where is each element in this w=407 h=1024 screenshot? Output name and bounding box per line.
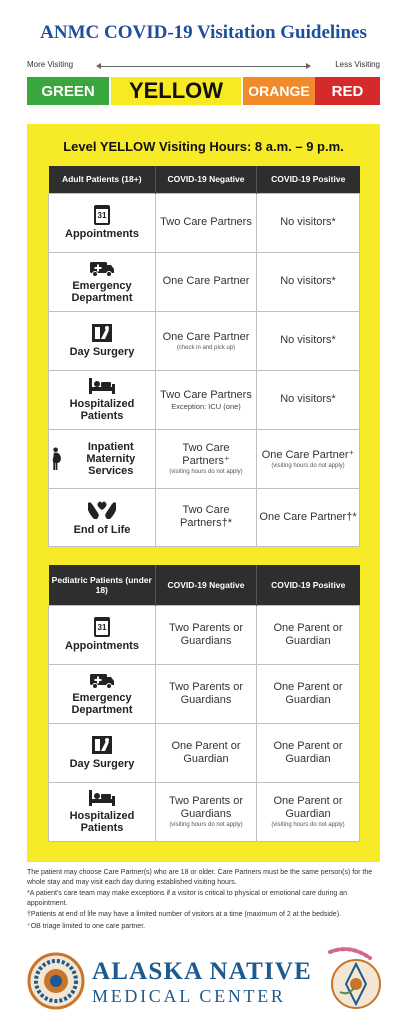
table-row	[49, 782, 360, 841]
calendar-icon: 31	[94, 617, 110, 637]
negative-value: One Parent or Guardian	[171, 739, 241, 765]
table-row	[49, 723, 360, 782]
positive-value: One Parent or Guardian	[273, 680, 343, 706]
pregnant-woman-icon	[51, 438, 63, 480]
hospital-bed-icon	[88, 789, 116, 807]
yellow-level-panel	[27, 124, 380, 862]
row-label: Appointments	[65, 228, 139, 240]
positive-value: No visitors*	[280, 334, 336, 346]
brand-name-line1: ALASKA NATIVE	[92, 958, 313, 985]
positive-value: No visitors*	[280, 393, 336, 405]
level-orange: ORANGE	[243, 77, 315, 105]
table-row	[49, 664, 360, 723]
row-label: Hospitalized Patients	[69, 810, 135, 834]
negative-value: Two Parents or Guardians	[169, 621, 243, 647]
footnote: ⁺OB triage limited to one care partner.	[27, 922, 146, 930]
pediatric-header: Pediatric Patients (under 18)	[49, 565, 156, 605]
row-label: Emergency Department	[71, 692, 133, 716]
calendar-icon: 31	[94, 205, 110, 225]
table-row	[49, 311, 360, 370]
positive-value: One Parent or Guardian	[273, 739, 343, 765]
visiting-scale	[27, 58, 380, 72]
pediatric-table	[48, 565, 360, 842]
anmc-brand	[0, 950, 407, 1016]
page-title: ANMC COVID-19 Visitation Guidelines	[40, 22, 367, 43]
row-label: End of Life	[73, 523, 131, 536]
negative-header: COVID-19 Negative	[156, 565, 257, 605]
negative-value: Two Care Partners†*	[180, 504, 232, 529]
row-label: Emergency Department	[71, 280, 133, 304]
row-label: Inpatient Maternity Services	[86, 440, 136, 477]
row-label: Day Surgery	[69, 346, 135, 358]
positive-value: One Parent or Guardian	[273, 795, 343, 820]
hospital-bed-icon	[88, 377, 116, 395]
table-header-row	[49, 166, 360, 193]
negative-value: Two Care Partners	[160, 388, 252, 401]
level-red: RED	[315, 77, 380, 105]
ambulance-icon	[89, 671, 115, 689]
caring-hands-icon	[86, 499, 118, 521]
table-row	[49, 252, 360, 311]
footnote: †Patients at end of life may have a limited number of visitors at a time (maximum of 2 at the bedside).	[27, 911, 341, 918]
negative-value: Two Care Partners⁺	[182, 442, 230, 467]
surgery-icon	[91, 323, 113, 343]
negative-note: (check in and pick up)	[176, 344, 236, 351]
positive-value: One Parent or Guardian	[273, 621, 343, 647]
footnote: *A patient's care team may make exceptions if a visitor is critical to physical or emotional care during an appointment.	[27, 890, 347, 907]
positive-header: COVID-19 Positive	[257, 565, 360, 605]
negative-value: One Care Partner	[162, 275, 250, 287]
less-visiting-label: Less Visiting	[335, 60, 380, 69]
footnote: The patient may choose Care Partner(s) who are 18 or older. Care Partners must be the same person(s) for the whole stay and may visit each day during established visiting hours.	[27, 869, 373, 886]
negative-value: Two Care Partners	[160, 216, 252, 228]
table-header-row	[49, 565, 360, 605]
level-bar	[27, 77, 380, 105]
negative-header: COVID-19 Negative	[156, 166, 257, 193]
table-row	[49, 370, 360, 429]
positive-note: (visiting hours do not apply)	[271, 822, 345, 828]
positive-value: No visitors*	[280, 216, 336, 228]
panel-title: Level YELLOW Visiting Hours: 8 a.m. – 9 p.m.	[63, 139, 344, 154]
fireweed-seal-icon	[320, 942, 386, 1012]
anmc-logo-icon	[27, 952, 85, 1010]
double-arrow-icon	[97, 66, 310, 67]
row-label: Appointments	[65, 640, 139, 652]
level-green: GREEN	[27, 77, 109, 105]
adult-header: Adult Patients (18+)	[49, 166, 156, 193]
table-row	[49, 193, 360, 252]
negative-value: One Care Partner	[162, 330, 250, 343]
negative-note: Exception: ICU (one)	[171, 401, 241, 411]
negative-value: Two Parents or Guardians	[169, 680, 243, 706]
positive-value: One Care Partner⁺	[261, 448, 355, 461]
positive-note: (visiting hours do not apply)	[271, 462, 345, 469]
row-label: Day Surgery	[69, 758, 135, 770]
ambulance-icon	[89, 259, 115, 277]
table-row	[49, 488, 360, 546]
table-row	[49, 429, 360, 488]
positive-value: No visitors*	[280, 275, 336, 287]
negative-note: (visiting hours do not apply)	[169, 822, 243, 828]
table-row	[49, 605, 360, 664]
more-visiting-label: More Visiting	[27, 60, 74, 69]
level-yellow: YELLOW	[109, 75, 243, 107]
positive-value: One Care Partner†*	[259, 510, 357, 523]
adult-table	[48, 166, 360, 547]
surgery-icon	[91, 735, 113, 755]
brand-name-line2: MEDICAL CENTER	[92, 986, 286, 1006]
footnotes	[27, 868, 380, 933]
negative-note: (visiting hours do not apply)	[169, 469, 243, 475]
row-label: Hospitalized Patients	[69, 398, 135, 422]
negative-value: Two Parents or Guardians	[169, 795, 243, 820]
positive-header: COVID-19 Positive	[257, 166, 360, 193]
